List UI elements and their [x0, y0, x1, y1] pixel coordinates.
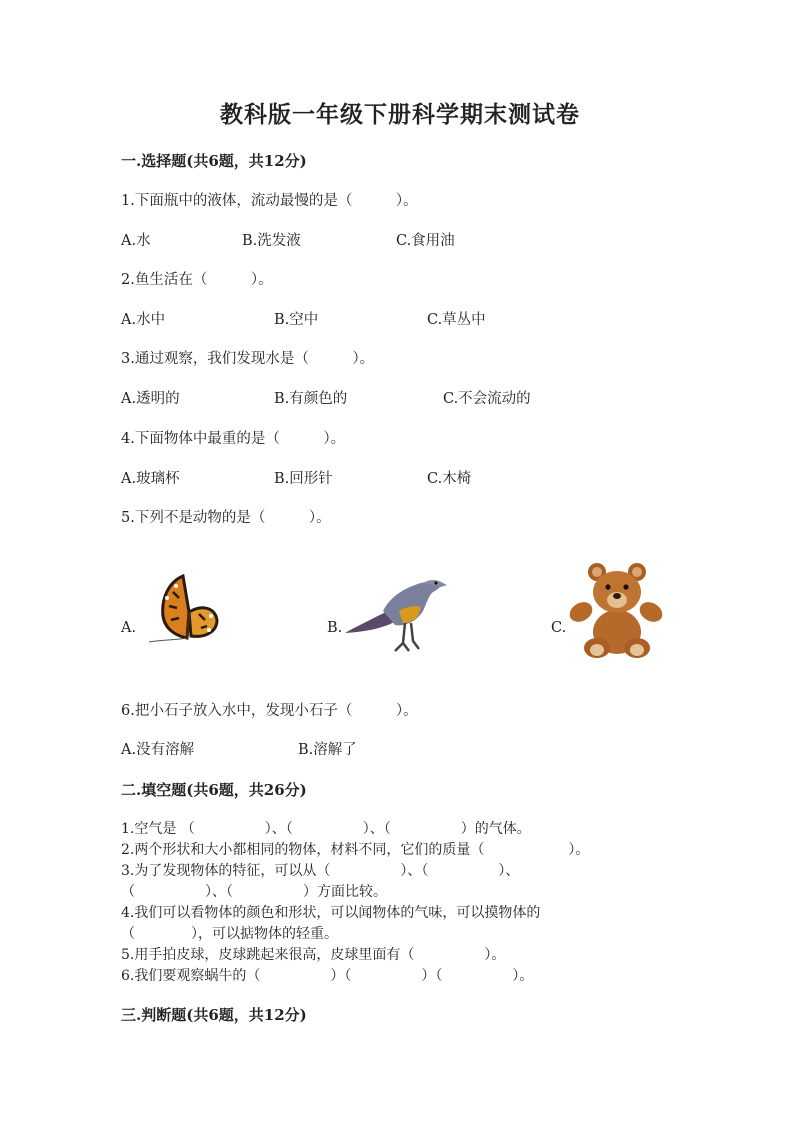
bird-image [343, 573, 448, 655]
question-3: 3.通过观察，我们发现水是（ ）。 [121, 351, 375, 367]
question-5: 5.下列不是动物的是（ ）。 [121, 510, 331, 526]
q5-option-a: A. [121, 620, 137, 636]
q1-option-c: C.食用油 [396, 233, 455, 249]
q4-option-a: A.玻璃杯 [121, 471, 180, 487]
teddy-bear-image [567, 560, 667, 660]
question-2: 2.鱼生活在（ ）。 [121, 272, 273, 288]
fill-line-6: （ ），可以掂物体的轻重。 [121, 926, 338, 942]
q2-option-a: A.水中 [121, 312, 166, 328]
fill-line-5: 4.我们可以看物体的颜色和形状，可以闻物体的气味，可以摸物体的 [121, 905, 541, 921]
q4-option-c: C.木椅 [427, 471, 472, 487]
fill-line-3: 3.为了发现物体的特征，可以从（ ）、（ ）、 [121, 863, 520, 879]
fill-line-4: （ ）、（ ）方面比较。 [121, 884, 387, 900]
exam-title: 教科版一年级下册科学期末测试卷 [220, 101, 580, 128]
q5-option-c: C. [551, 620, 567, 636]
question-4: 4.下面物体中最重的是（ ）。 [121, 431, 346, 447]
q2-option-b: B.空中 [274, 312, 319, 328]
q3-option-b: B.有颜色的 [274, 391, 348, 407]
q4-option-b: B.回形针 [274, 471, 333, 487]
section3-heading: 三.判断题(共6题，共12分) [121, 1006, 307, 1024]
question-6: 6.把小石子放入水中，发现小石子（ ）。 [121, 703, 418, 719]
q2-option-c: C.草丛中 [427, 312, 486, 328]
q6-option-b: B.溶解了 [298, 742, 357, 758]
fill-line-2: 2.两个形状和大小都相同的物体，材料不同，它们的质量（ ）。 [121, 842, 590, 858]
q1-option-b: B.洗发液 [242, 233, 301, 249]
section1-heading: 一.选择题(共6题，共12分) [121, 152, 307, 170]
fill-line-7: 5.用手拍皮球，皮球跳起来很高，皮球里面有（ ）。 [121, 947, 506, 963]
question-1: 1.下面瓶中的液体，流动最慢的是（ ）。 [121, 193, 418, 209]
section2-heading: 二.填空题(共6题，共26分) [121, 781, 307, 799]
q5-option-b: B. [327, 620, 343, 636]
q3-option-a: A.透明的 [121, 391, 180, 407]
fill-line-8: 6.我们要观察蜗牛的（ ）（ ）（ ）。 [121, 968, 534, 984]
q3-option-c: C.不会流动的 [443, 391, 531, 407]
q6-option-a: A.没有溶解 [121, 742, 195, 758]
q1-option-a: A.水 [121, 233, 151, 249]
butterfly-image [143, 568, 223, 646]
fill-line-1: 1.空气是 （ ）、（ ）、（ ）的气体。 [121, 821, 531, 837]
